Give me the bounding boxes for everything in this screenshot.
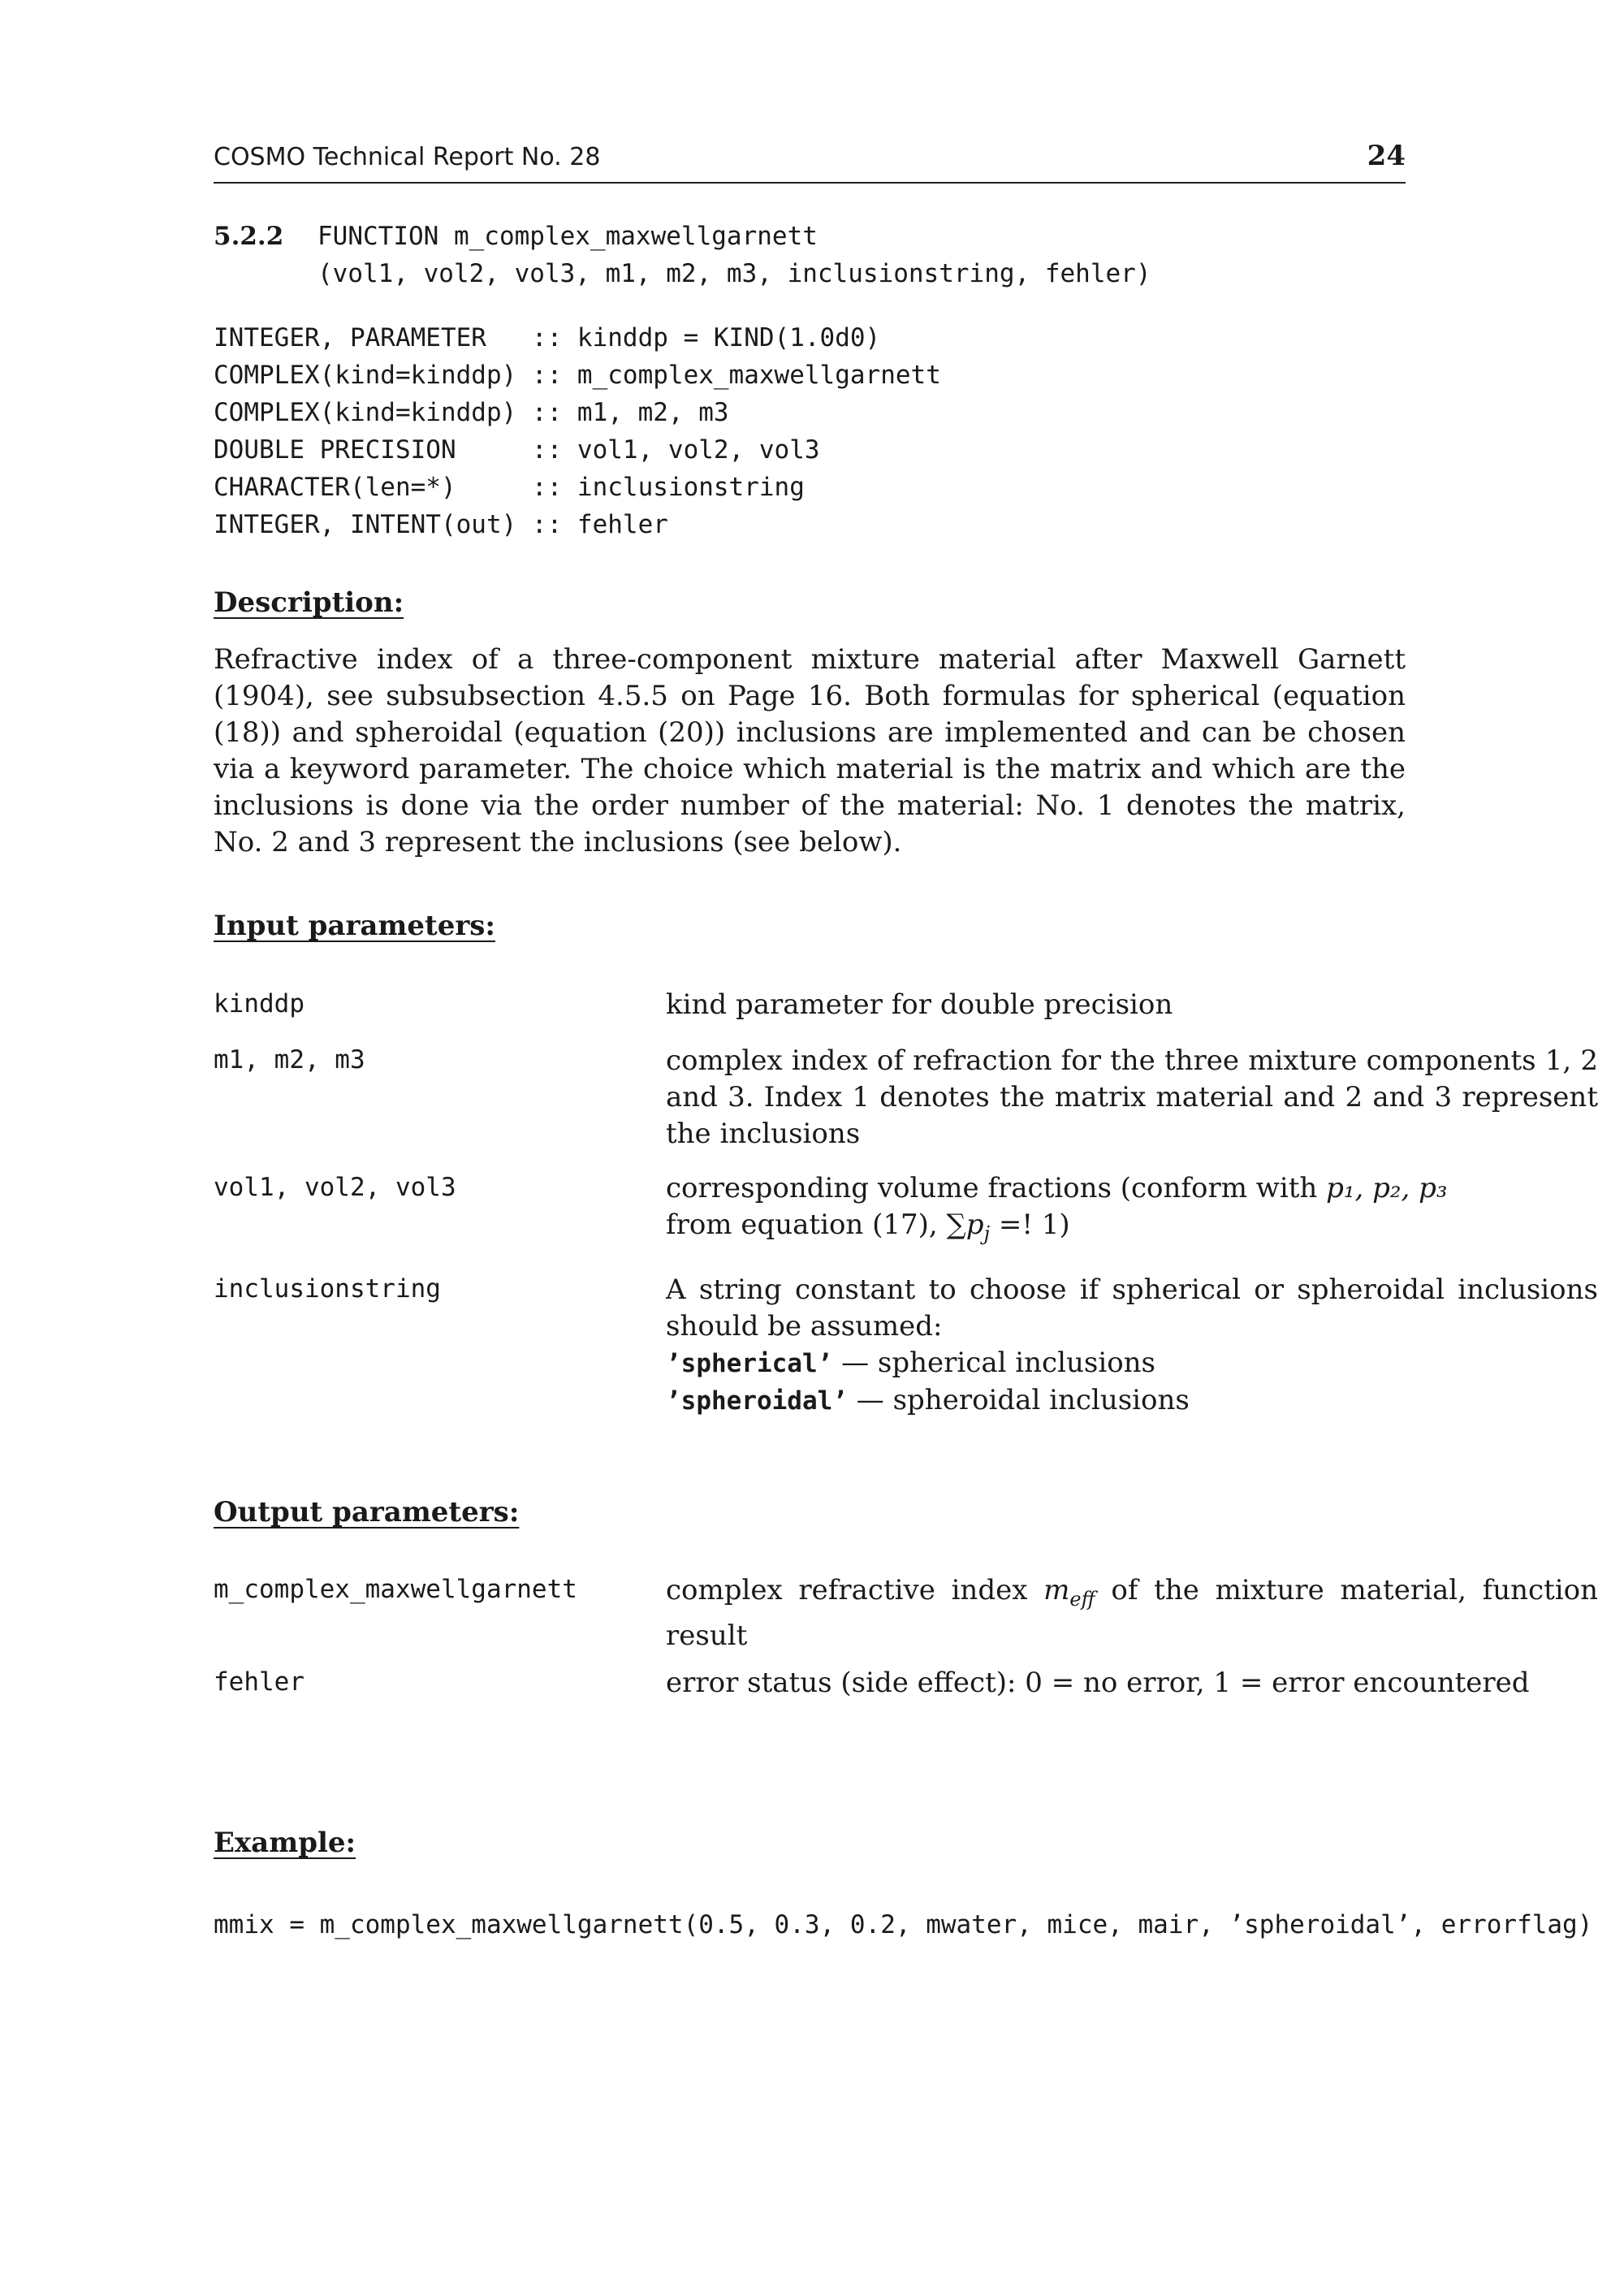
- math-subscript: j: [983, 1222, 991, 1245]
- param-name: m_complex_maxwellgarnett: [214, 1575, 577, 1604]
- declaration-line: INTEGER, INTENT(out) :: fehler: [214, 510, 668, 539]
- option-spherical: [666, 1345, 1598, 1382]
- declaration-line: INTEGER, PARAMETER :: kinddp = KIND(1.0d0): [214, 323, 881, 352]
- example-code: mmix = m_complex_maxwellgarnett(0.5, 0.3, 0.2, mwater, mice, mair, ’spheroidal’, errorflag): [214, 1910, 1593, 1939]
- param-description: error status (side effect): 0 = no error, 1 = error encountered: [666, 1667, 1530, 1699]
- declaration-line: CHARACTER(len=*) :: inclusionstring: [214, 473, 805, 502]
- function-signature: [214, 218, 1151, 292]
- math-p-list: p₁, p₂, p₃: [1326, 1172, 1448, 1204]
- input-parameters-heading: Input parameters:: [214, 910, 495, 942]
- param-desc-part: of the mixture material, function result: [666, 1574, 1598, 1652]
- description-heading: Description:: [214, 586, 404, 619]
- output-parameters-heading: Output parameters:: [214, 1496, 520, 1529]
- param-desc-part: A string constant to choose if spherical or spheroidal inclusions should be assumed:: [666, 1273, 1598, 1343]
- param-name: kinddp: [214, 989, 304, 1018]
- param-desc-part: complex refractive index: [666, 1574, 1044, 1606]
- declaration-line: COMPLEX(kind=kinddp) :: m_complex_maxwellgarnett: [214, 361, 941, 390]
- page-number: 24: [1367, 140, 1406, 172]
- option-text: — spheroidal inclusions: [847, 1384, 1190, 1416]
- param-name: fehler: [214, 1667, 304, 1697]
- param-name: vol1, vol2, vol3: [214, 1173, 456, 1202]
- option-text: — spherical inclusions: [832, 1347, 1156, 1379]
- function-name: FUNCTION m_complex_maxwellgarnett: [317, 222, 818, 251]
- param-name: m1, m2, m3: [214, 1045, 365, 1074]
- param-description: complex index of refraction for the three mixture components 1, 2 and 3. Index 1 denotes the matrix material and 2 and 3 represent the inclusions: [666, 1044, 1598, 1150]
- param-description: [666, 1572, 1598, 1654]
- function-arguments: (vol1, vol2, vol3, m1, m2, m3, inclusionstring, fehler): [317, 259, 1151, 288]
- param-desc-part: =! 1): [990, 1209, 1070, 1241]
- option-code: ’spherical’: [666, 1349, 833, 1378]
- math-sum: ∑p: [946, 1209, 984, 1241]
- report-title: COSMO Technical Report No. 28: [214, 143, 601, 171]
- option-code: ’spheroidal’: [666, 1386, 848, 1416]
- example-heading: Example:: [214, 1827, 356, 1859]
- param-name: inclusionstring: [214, 1274, 441, 1304]
- page-header: [214, 140, 1406, 184]
- param-desc-part: corresponding volume fractions (conform with: [666, 1172, 1327, 1204]
- math-subscript: eff: [1069, 1587, 1095, 1611]
- param-description: [666, 1272, 1598, 1420]
- section-number: 5.2.2: [214, 222, 284, 251]
- param-desc-part: from equation (17),: [666, 1209, 947, 1241]
- param-description: kind parameter for double precision: [666, 988, 1173, 1021]
- param-description: [666, 1170, 1598, 1252]
- declaration-line: DOUBLE PRECISION :: vol1, vol2, vol3: [214, 435, 820, 465]
- description-text: Refractive index of a three-component mixture material after Maxwell Garnett (1904), see subsubsection 4.5.5 on Page 16. Both formulas for spherical (equation (18)) and spheroidal (equation (20)) inclusions are implemented and can be chosen via a keyword parameter. The choice which material is the matrix and which are the inclusions is done via the order number of the material: No. 1 denotes the matrix, No. 2 and 3 represent the inclusions (see below).: [214, 643, 1406, 858]
- declaration-line: COMPLEX(kind=kinddp) :: m1, m2, m3: [214, 398, 729, 427]
- declarations-block: [214, 319, 941, 543]
- option-spheroidal: [666, 1382, 1598, 1420]
- math-m: m: [1043, 1574, 1070, 1606]
